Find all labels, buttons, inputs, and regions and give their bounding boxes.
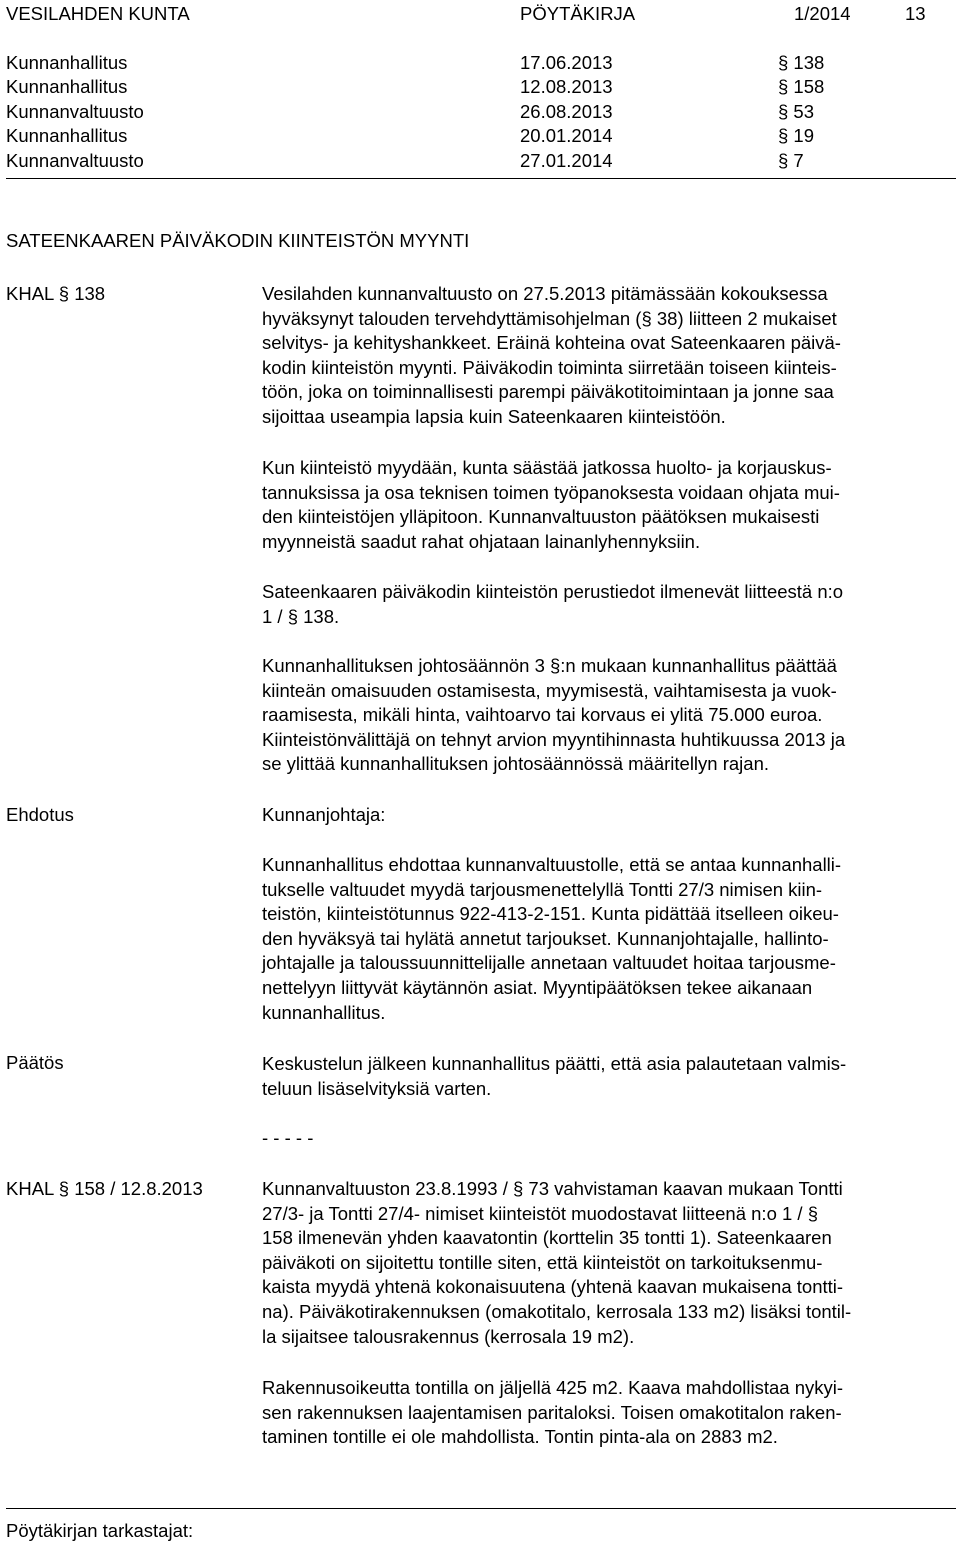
text-line: tannuksissa ja osa teknisen toimen työpanoksesta voidaan ohjata mui- [262,481,840,503]
text-line: Kunnanhallituksen johtosäännön 3 §:n mukaan kunnanhallitus päättää [262,655,837,676]
text-line: Kunnanvaltuuston 23.8.1993 / § 73 vahvistaman kaavan mukaan Tontti [262,1178,843,1199]
text-line: 27/3- ja Tontti 27/4- nimiset kiinteistöt muodostavat liitteenä n:o 1 / § [262,1202,818,1224]
text-line: 1 / § 138. [262,605,340,627]
text-line: kodin kiinteistön myynti. Päiväkodin toiminta siirretään toiseen kiinteis- [262,356,837,378]
text-line: Vesilahden kunnanvaltuusto on 27.5.2013 pitämässään kokouksessa [262,283,828,304]
history-body: Kunnanvaltuusto [6,101,144,122]
ehdotus-by: Kunnanjohtaja: [262,804,386,825]
history-section: § 138 [778,52,825,73]
ehdotus-label: Ehdotus [6,804,74,825]
issue-number: 1/2014 [794,3,851,24]
text-line: töön, joka on toiminnallisesti parempi päiväkotitoimintaan ja jonne saa [262,381,834,403]
text-line: Keskustelun jälkeen kunnanhallitus päätti, että asia palautetaan valmis- [262,1053,847,1074]
paatos-text [262,1052,954,1101]
history-section: § 158 [778,76,825,97]
section-label-khal-138: KHAL § 138 [6,283,106,304]
text-line: tukselle valtuudet myydä tarjousmenettelyllä Tontti 27/3 nimisen kiin- [262,878,823,900]
text-line: kunnanhallitus. [262,1001,386,1023]
text-line: Kiinteistönvälittäjä on tehnyt arvion myyntihinnasta huhtikuussa 2013 ja [262,728,846,750]
text-line: johtajalle ja taloussuunnittelijalle annetaan valtuudet hoitaa tarjousme- [262,952,836,974]
document-type: PÖYTÄKIRJA [520,3,636,24]
paatos-label: Päätös [6,1052,64,1073]
text-line: kaista myydä yhtenä kokonaisuutena (yhtenä kaavan mukaisena tontti- [262,1276,844,1298]
text-line: taminen tontille ei ole mahdollista. Tontin pinta-ala on 2883 m2. [262,1426,778,1448]
text-line: la sijaitsee talousrakennus (kerrosala 19 m2). [262,1325,635,1347]
text-line: sen rakennuksen laajentamisen paritaloksi. Toisen omakotitalon raken- [262,1401,842,1423]
text-line: teistön, kiinteistötunnus 922-413-2-151. Kunta pidättää itselleen oikeu- [262,903,839,925]
page-number: 13 [905,3,926,24]
text-line: Kunnanhallitus ehdottaa kunnanvaltuustolle, että se antaa kunnanhalli- [262,854,842,875]
khal138-paragraph-1 [262,282,954,430]
text-line: myynneistä saadut rahat ohjataan lainanlyhennyksiin. [262,530,701,552]
reviewers-label: Pöytäkirjan tarkastajat: [6,1520,194,1541]
text-line: 158 ilmenevän yhden kaavatontin (korttelin 35 tontti 1). Sateenkaaren [262,1227,832,1249]
text-line: teluun lisäselvityksiä varten. [262,1077,492,1099]
text-line: den hyväksyä tai hylätä annetut tarjoukset. Kunnanjohtajalle, hallinto- [262,927,829,949]
history-body: Kunnanhallitus [6,125,128,146]
text-line: sijoittaa useampia lapsia kuin Sateenkaaren kiinteistöön. [262,405,726,427]
text-line: kiinteän omaisuuden ostamisesta, myymisestä, vaihtamisesta ja vuok- [262,679,837,701]
text-line: na). Päiväkotirakennuksen (omakotitalo, kerrosala 133 m2) lisäksi tontil- [262,1300,852,1322]
history-section: § 53 [778,101,815,122]
history-section: § 19 [778,125,815,146]
history-body: Kunnanhallitus [6,52,128,73]
page-title: SATEENKAAREN PÄIVÄKODIN KIINTEISTÖN MYYNTI [6,230,470,251]
text-line: nettelyyn liittyvät käytännön asiat. Myyntipäätöksen tekee aikanaan [262,976,813,998]
history-date: 12.08.2013 [520,76,613,97]
khal158-paragraph-2 [262,1376,954,1450]
khal138-paragraph-4 [262,654,954,777]
history-section: § 7 [778,150,804,171]
text-line: Kun kiinteistö myydään, kunta säästää jatkossa huolto- ja korjauskus- [262,457,832,478]
khal158-paragraph-1 [262,1177,954,1349]
history-date: 17.06.2013 [520,52,613,73]
text-line: Rakennusoikeutta tontilla on jäljellä 425 m2. Kaava mahdollistaa nykyi- [262,1377,844,1398]
section-label-khal-158: KHAL § 158 / 12.8.2013 [6,1178,203,1199]
history-date: 26.08.2013 [520,101,613,122]
text-line: Sateenkaaren päiväkodin kiinteistön perustiedot ilmenevät liitteestä n:o [262,581,844,602]
text-line: den kiinteistöjen ylläpitoon. Kunnanvaltuuston päätöksen mukaisesti [262,506,820,528]
municipality-name: VESILAHDEN KUNTA [6,3,190,24]
text-line: päiväkoti on sijoitettu tontille siten, että kiinteistöt on tarkoituksenmu- [262,1251,823,1273]
text-line: raamisesta, mikäli hinta, vaihtoarvo tai korvaus ei ylitä 75.000 euroa. [262,704,823,726]
history-body: Kunnanvaltuusto [6,150,144,171]
text-line: se ylittää kunnanhallituksen johtosäännössä määritellyn rajan. [262,753,769,775]
khal138-paragraph-3 [262,580,954,629]
history-body: Kunnanhallitus [6,76,128,97]
text-line: hyväksynyt talouden tervehdyttämisohjelman (§ 38) liitteen 2 mukaiset [262,307,837,329]
section-separator: - - - - - [262,1127,314,1148]
history-date: 27.01.2014 [520,150,613,171]
header-divider [6,178,956,179]
ehdotus-text [262,853,954,1025]
footer-divider [6,1508,956,1509]
text-line: selvitys- ja kehityshankkeet. Eräinä kohteina ovat Sateenkaaren päivä- [262,332,841,354]
history-date: 20.01.2014 [520,125,613,146]
khal138-paragraph-2 [262,456,954,554]
